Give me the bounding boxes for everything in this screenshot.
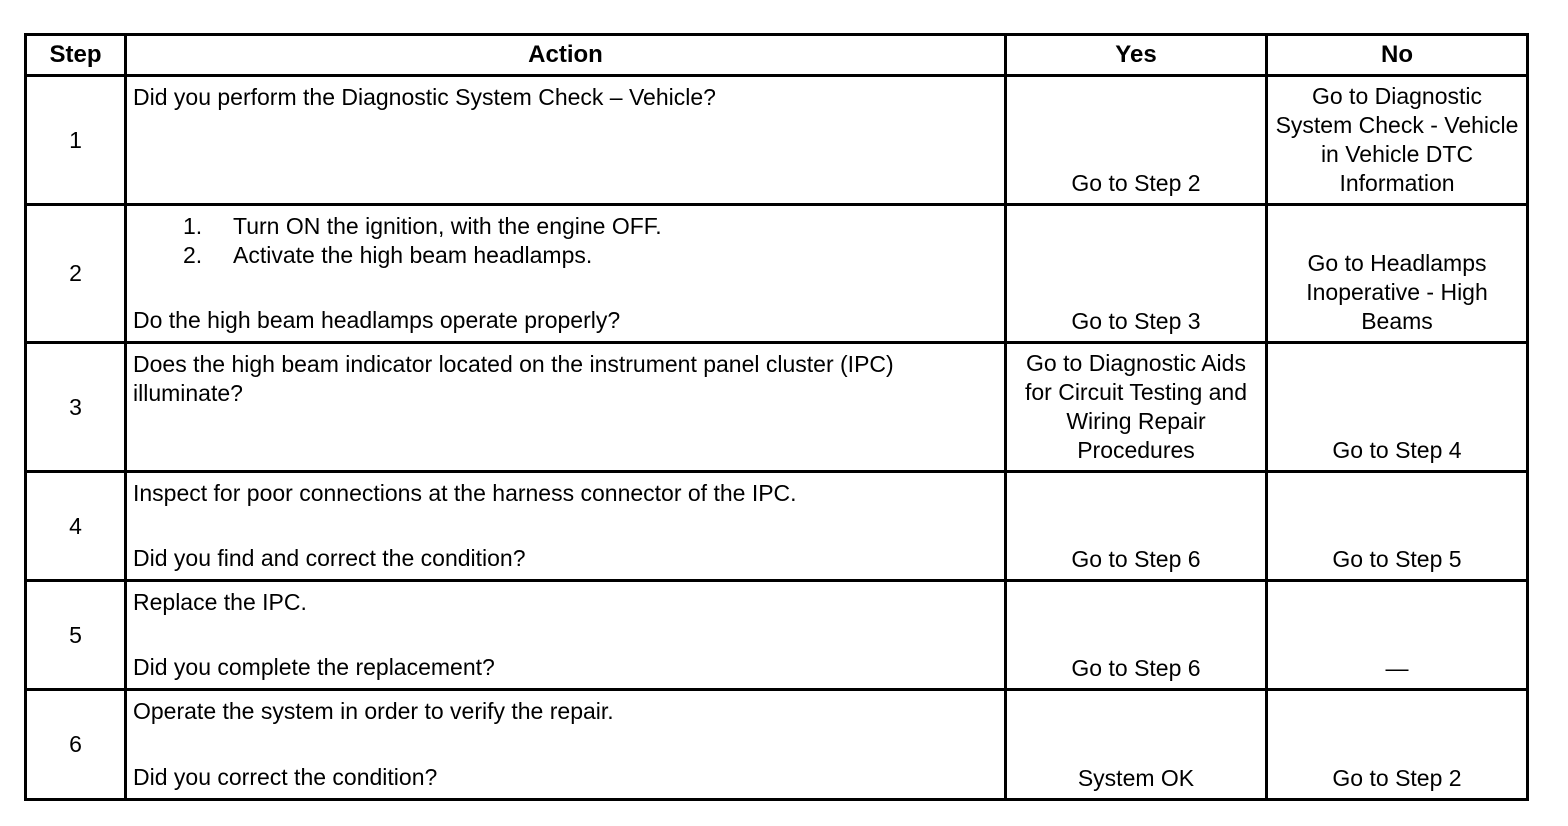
action-text: Replace the IPC.	[133, 589, 307, 615]
action-steps-list	[133, 212, 998, 270]
step-number: 1	[26, 76, 126, 205]
action-text: Does the high beam indicator located on the instrument panel cluster (IPC) illuminate?	[133, 351, 894, 406]
yes-result: Go to Step 6	[1071, 655, 1201, 681]
action-text: Operate the system in order to verify the repair.	[133, 698, 614, 724]
no-result: Go to Step 4	[1332, 437, 1462, 463]
no-result: Go to Step 2	[1332, 765, 1462, 791]
list-item-number: 1.	[183, 213, 203, 239]
table-row	[26, 76, 1528, 205]
header-row	[26, 35, 1528, 76]
header-yes: Yes	[1006, 35, 1267, 76]
no-cell	[1267, 581, 1528, 690]
table-row	[26, 472, 1528, 581]
no-cell	[1267, 205, 1528, 343]
list-item	[133, 241, 998, 270]
yes-cell	[1006, 76, 1267, 205]
no-cell	[1267, 472, 1528, 581]
action-text: Inspect for poor connections at the harness connector of the IPC.	[133, 480, 797, 506]
list-item-text: Turn ON the ignition, with the engine OFF.	[233, 213, 662, 239]
no-cell	[1267, 76, 1528, 205]
action-question: Do the high beam headlamps operate properly?	[133, 307, 621, 333]
header-no: No	[1267, 35, 1528, 76]
action-cell	[126, 205, 1006, 343]
action-question: Did you correct the condition?	[133, 764, 438, 790]
yes-result: System OK	[1077, 765, 1195, 791]
no-result: —	[1385, 655, 1409, 681]
yes-cell	[1006, 581, 1267, 690]
header-step: Step	[26, 35, 126, 76]
table-row	[26, 205, 1528, 343]
yes-result: Go to Step 6	[1071, 546, 1201, 572]
yes-cell	[1006, 205, 1267, 343]
action-cell	[126, 472, 1006, 581]
yes-result: Go to Diagnostic Aids for Circuit Testing and Wiring Repair Procedures	[1024, 350, 1247, 463]
action-question: Did you complete the replacement?	[133, 654, 495, 680]
action-cell	[126, 690, 1006, 800]
table-row	[26, 690, 1528, 800]
list-item-text: Activate the high beam headlamps.	[233, 242, 593, 268]
step-number: 5	[26, 581, 126, 690]
yes-result: Go to Step 3	[1071, 308, 1201, 334]
action-cell	[126, 343, 1006, 472]
no-cell	[1267, 690, 1528, 800]
step-number: 6	[26, 690, 126, 800]
step-number: 4	[26, 472, 126, 581]
yes-cell	[1006, 472, 1267, 581]
no-result: Go to Diagnostic System Check - Vehicle in Vehicle DTC Information	[1275, 83, 1519, 196]
action-question: Did you find and correct the condition?	[133, 545, 526, 571]
action-text: Did you perform the Diagnostic System Check – Vehicle?	[133, 84, 716, 110]
action-cell	[126, 76, 1006, 205]
no-result: Go to Headlamps Inoperative - High Beams	[1306, 250, 1488, 334]
list-item	[133, 212, 998, 241]
step-number: 3	[26, 343, 126, 472]
yes-cell	[1006, 343, 1267, 472]
table-row	[26, 581, 1528, 690]
yes-cell	[1006, 690, 1267, 800]
step-number: 2	[26, 205, 126, 343]
table-row	[26, 343, 1528, 472]
yes-result: Go to Step 2	[1071, 170, 1201, 196]
action-cell	[126, 581, 1006, 690]
diagnostic-table	[24, 33, 1529, 801]
no-result: Go to Step 5	[1332, 546, 1462, 572]
list-item-number: 2.	[183, 242, 203, 268]
header-action: Action	[126, 35, 1006, 76]
no-cell	[1267, 343, 1528, 472]
